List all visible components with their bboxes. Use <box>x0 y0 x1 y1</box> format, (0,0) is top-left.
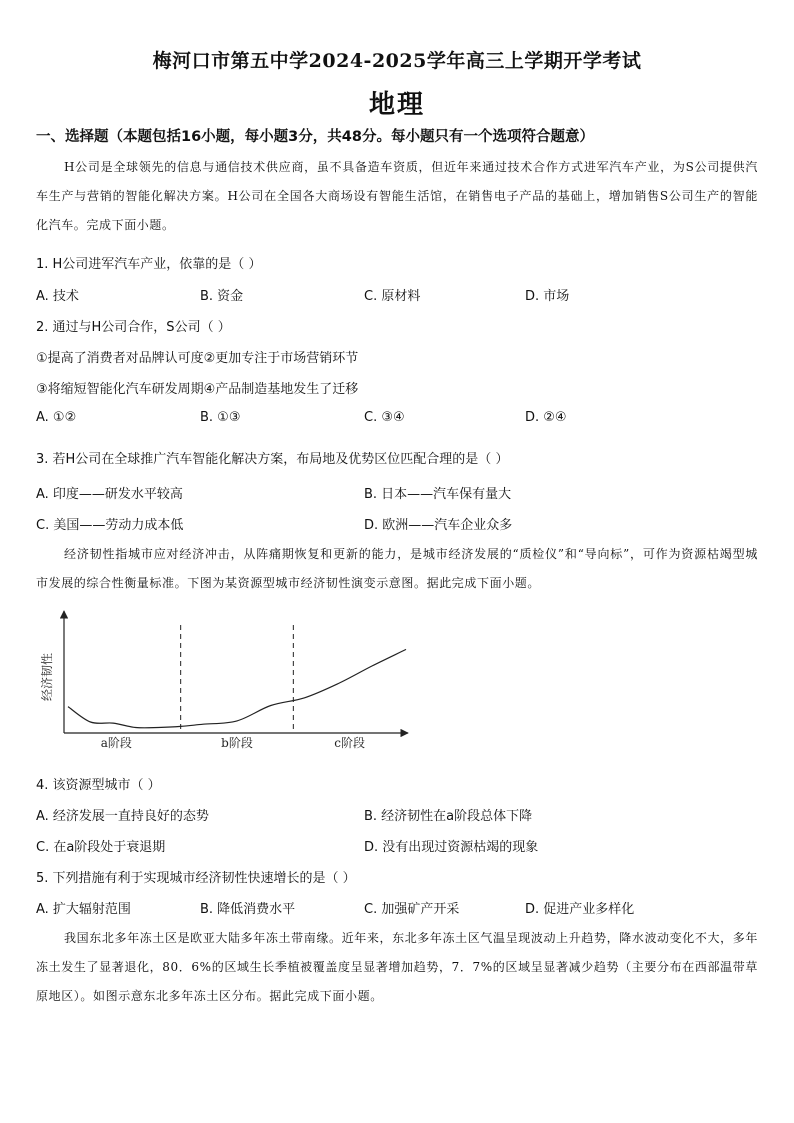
q3-option-c: C. 美国——劳动力成本低 <box>36 518 184 533</box>
question-3-stem: 3. 若H公司在全球推广汽车智能化解决方案，布局地及优势区位匹配合理的是（ ） <box>36 452 509 467</box>
material-2: 经济韧性指城市应对经济冲击，从阵痛期恢复和更新的能力，是城市经济发展的“质检仪”和“导向标”，可作为资源枯竭型城市发展的综合性衡量标准。下图为某资源型城市经济韧性演变示意图。据此完成下面小题。 <box>36 547 758 590</box>
q5-option-c: C. 加强矿产开采 <box>364 902 460 917</box>
q5-option-a: A. 扩大辐射范围 <box>36 902 131 917</box>
material-1: H公司是全球领先的信息与通信技术供应商，虽不具备造车资质，但近年来通过技术合作方式进军汽车产业，为S公司提供汽车生产与营销的智能化解决方案。H公司在全国各大商场设有智能生活馆，在销售电子产品的基础上，增加销售S公司生产的智能化汽车。完成下面小题。 <box>36 160 758 232</box>
q5-option-d: D. 促进产业多样化 <box>525 902 635 917</box>
q2-statements-line-2: ③将缩短智能化汽车研发周期④产品制造基地发生了迁移 <box>36 382 359 397</box>
q4-option-a: A. 经济发展一直持良好的态势 <box>36 809 209 824</box>
resilience-curve <box>68 649 406 727</box>
exam-title: 梅河口市第五中学2024-2025学年高三上学期开学考试 <box>152 50 642 72</box>
stage-label-b: b阶段 <box>221 736 253 750</box>
q1-option-b: B. 资金 <box>200 289 244 304</box>
q3-option-b: B. 日本——汽车保有量大 <box>364 487 512 502</box>
q3-option-d: D. 欧洲——汽车企业众多 <box>364 518 513 533</box>
subject-title: 地理 <box>368 90 425 120</box>
q5-option-b: B. 降低消费水平 <box>200 902 296 917</box>
q2-statements-line-1: ①提高了消费者对品牌认可度②更加专注于市场营销环节 <box>36 351 359 366</box>
q2-option-a: A. ①② <box>36 410 77 425</box>
q1-option-d: D. 市场 <box>525 289 570 304</box>
q2-option-d: D. ②④ <box>525 410 567 425</box>
q4-option-d: D. 没有出现过资源枯竭的现象 <box>364 840 539 855</box>
stage-label-c: c阶段 <box>334 736 366 750</box>
y-axis-label: 经济韧性 <box>40 652 54 701</box>
material-3: 我国东北多年冻土区是欧亚大陆多年冻土带南缘。近年来，东北多年冻土区气温呈现波动上升趋势，降水波动变化不大，多年冻土发生了显著退化，80．6%的区域生长季植被覆盖度呈显著增加趋势，7．7%的区域呈显著减少趋势（主要分布在西部温带草原地区）。如图示意东北多年冻土区分布。据此完成下面小题。 <box>36 931 758 1003</box>
economic-resilience-chart <box>36 605 416 765</box>
section-heading: 一、选择题（本题包括16小题，每小题3分，共48分。每小题只有一个选项符合题意） <box>36 129 594 145</box>
question-5-stem: 5. 下列措施有利于实现城市经济韧性快速增长的是（ ） <box>36 871 356 886</box>
q1-option-c: C. 原材料 <box>364 289 421 304</box>
q3-option-a: A. 印度——研发水平较高 <box>36 487 183 502</box>
q1-option-a: A. 技术 <box>36 289 79 304</box>
q4-option-b: B. 经济韧性在a阶段总体下降 <box>364 809 533 824</box>
q2-option-b: B. ①③ <box>200 410 241 425</box>
question-1-stem: 1. H公司进军汽车产业，依靠的是（ ） <box>36 257 262 272</box>
stage-label-a: a阶段 <box>100 736 132 750</box>
question-2-stem: 2. 通过与H公司合作，S公司（ ） <box>36 320 231 335</box>
question-4-stem: 4. 该资源型城市（ ） <box>36 778 161 793</box>
q2-option-c: C. ③④ <box>364 410 405 425</box>
q4-option-c: C. 在a阶段处于衰退期 <box>36 840 166 855</box>
